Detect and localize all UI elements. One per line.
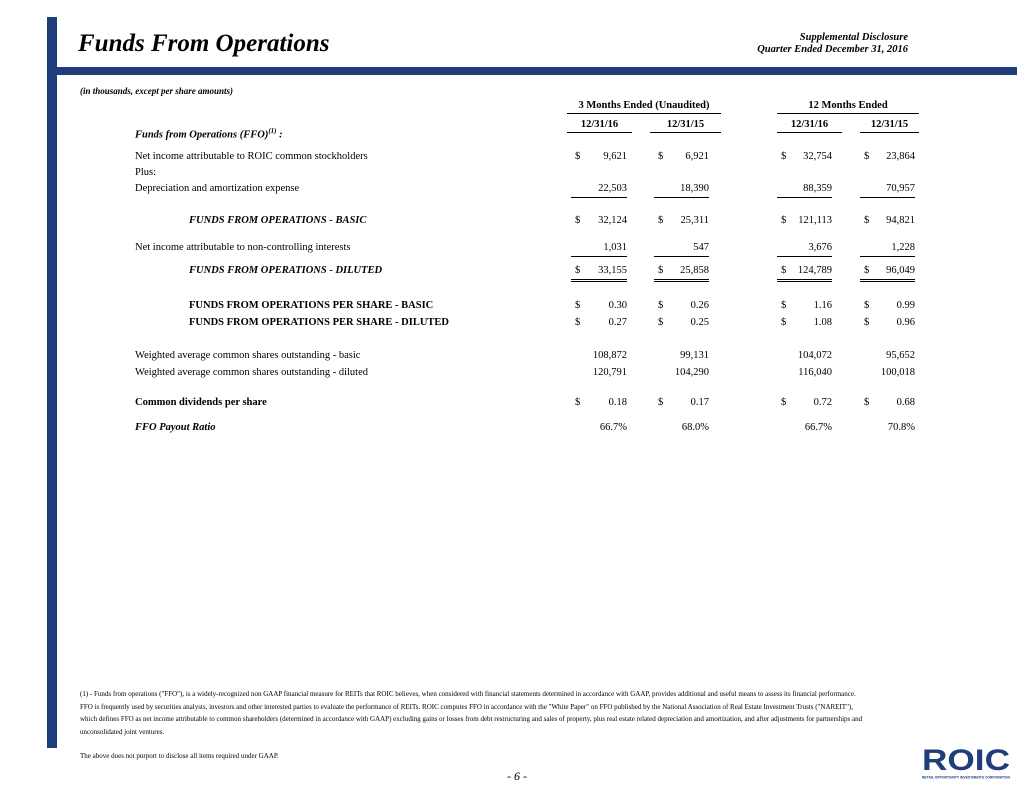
row-label: Weighted average common shares outstanding - diluted: [135, 367, 369, 378]
cell-value: 108,872: [592, 350, 627, 361]
group-header-12-months: 12 Months Ended: [777, 100, 919, 114]
value-cell: [777, 300, 832, 314]
value-cell: [860, 151, 915, 165]
cell-value: 0.30: [608, 300, 627, 311]
row-label: Depreciation and amortization expense: [135, 183, 300, 194]
value-cell: [654, 151, 709, 165]
value-cell: [777, 317, 832, 331]
cell-value: 94,821: [886, 215, 915, 226]
section-suffix: :: [276, 129, 283, 141]
depreciation-row: [0, 183, 1034, 197]
cell-value: 1.16: [813, 300, 832, 311]
value-cell: [860, 242, 915, 257]
currency-symbol: $: [575, 215, 581, 226]
value-cell: [860, 367, 915, 381]
cell-value: 68.0%: [681, 422, 709, 433]
dividends-row: [0, 397, 1034, 411]
currency-symbol: $: [658, 397, 664, 408]
value-cell: [860, 265, 915, 282]
cell-value: 96,049: [886, 265, 915, 276]
cell-value: 18,390: [680, 183, 709, 194]
value-cell: [860, 350, 915, 364]
cell-value: 3,676: [808, 242, 832, 253]
value-cell: [860, 397, 915, 411]
currency-symbol: $: [864, 317, 870, 328]
cell-value: 120,791: [592, 367, 627, 378]
cell-value: 95,652: [886, 350, 915, 361]
footnote-marker: (1): [268, 127, 277, 135]
value-cell: [571, 422, 627, 436]
value-cell: [571, 317, 627, 331]
currency-symbol: $: [658, 300, 664, 311]
cell-value: 25,311: [680, 215, 709, 226]
currency-symbol: $: [575, 317, 581, 328]
value-cell: [777, 215, 832, 229]
cell-value: 116,040: [798, 367, 832, 378]
section-label: Funds from Operations (FFO): [135, 129, 269, 141]
ffo-basic-row: [0, 215, 1034, 229]
cell-value: 0.18: [608, 397, 627, 408]
logo-wordmark: ROIC: [922, 744, 1010, 777]
currency-symbol: $: [864, 397, 870, 408]
cell-value: 1.08: [813, 317, 832, 328]
cell-value: 66.7%: [804, 422, 832, 433]
currency-symbol: $: [864, 215, 870, 226]
cell-value: 100,018: [880, 367, 915, 378]
cell-value: 0.99: [896, 300, 915, 311]
row-label: Net income attributable to ROIC common stockholders: [135, 151, 368, 162]
value-cell: [654, 242, 709, 257]
cell-value: 70,957: [886, 183, 915, 194]
row-label: Plus:: [135, 167, 157, 178]
currency-symbol: $: [864, 151, 870, 162]
currency-symbol: $: [658, 317, 664, 328]
currency-symbol: $: [864, 265, 870, 276]
value-cell: [654, 183, 709, 198]
value-cell: [777, 367, 832, 381]
currency-symbol: $: [781, 300, 787, 311]
logo-tagline: RETAIL OPPORTUNITY INVESTMENTS CORPORATION: [922, 774, 1011, 780]
noncontrolling-row: [0, 242, 1034, 256]
plus-row: [0, 167, 1034, 181]
value-cell: [777, 397, 832, 411]
cell-value: 124,789: [797, 265, 832, 276]
value-cell: [654, 265, 709, 282]
value-cell: [654, 397, 709, 411]
row-label: Common dividends per share: [135, 397, 267, 408]
value-cell: [860, 317, 915, 331]
footnote-text: (1) - Funds from operations ("FFO"), is a widely-recognized non GAAP financial measure for REITs that ROIC believes, when considered with financial statements determined in accordance with GAAP, provides additional and useful means to assess its financial performance. FFO is frequently used by securities analysts, investors and other interested parties to evaluate the performance of REITs. ROIC computes FFO in accordance with the "White Paper" on FFO published by the National Association of Real Estate Investment Trusts ("NAREIT"), which defines FFO as net income attributable to common shareholders (determined in accordance with GAAP) excluding gains or losses from debt restructuring and sales of property, plus real estate related depreciation and amortization, and after adjustments for partnerships and unconsolidated joint ventures.: [80, 690, 863, 736]
value-cell: [571, 215, 627, 229]
currency-symbol: $: [781, 265, 787, 276]
currency-symbol: $: [658, 265, 664, 276]
value-cell: [654, 215, 709, 229]
cell-value: 1,228: [891, 242, 915, 253]
cell-value: 0.17: [690, 397, 709, 408]
value-cell: [777, 422, 832, 436]
cell-value: 23,864: [886, 151, 915, 162]
cell-value: 0.96: [896, 317, 915, 328]
value-cell: [860, 300, 915, 314]
cell-value: 66.7%: [599, 422, 627, 433]
row-label: Net income attributable to non-controlling interests: [135, 242, 351, 253]
cell-value: 32,124: [598, 215, 627, 226]
currency-symbol: $: [658, 215, 664, 226]
supplemental-label: Supplemental Disclosure: [799, 32, 908, 43]
supplemental-disclosure: [757, 32, 908, 56]
value-cell: [654, 367, 709, 381]
currency-symbol: $: [658, 151, 664, 162]
row-label: FUNDS FROM OPERATIONS - DILUTED: [189, 265, 383, 276]
cell-value: 121,113: [798, 215, 832, 226]
weighted-diluted-row: [0, 367, 1034, 381]
value-cell: [571, 350, 627, 364]
value-cell: [654, 422, 709, 436]
cell-value: 99,131: [680, 350, 709, 361]
cell-value: 33,155: [598, 265, 627, 276]
value-cell: [571, 397, 627, 411]
cell-value: 70.8%: [887, 422, 915, 433]
cell-value: 104,072: [797, 350, 832, 361]
currency-symbol: $: [781, 397, 787, 408]
column-header: 12/31/15: [860, 119, 919, 133]
footnote: [80, 688, 870, 763]
value-cell: [860, 215, 915, 229]
cell-value: 88,359: [803, 183, 832, 194]
value-cell: [777, 265, 832, 282]
value-cell: [654, 317, 709, 331]
footnote-disclaimer: The above does not purport to disclose all items required under GAAP.: [80, 752, 279, 760]
column-header: 12/31/16: [777, 119, 842, 133]
value-cell: [777, 350, 832, 364]
value-cell: [777, 242, 832, 257]
weighted-basic-row: [0, 350, 1034, 364]
value-cell: [571, 300, 627, 314]
column-header: 12/31/16: [567, 119, 632, 133]
cell-value: 9,621: [603, 151, 627, 162]
row-label: Weighted average common shares outstanding - basic: [135, 350, 361, 361]
page-number: - 6 -: [507, 769, 527, 783]
cell-value: 547: [693, 242, 709, 253]
cell-value: 0.68: [896, 397, 915, 408]
value-cell: [860, 422, 915, 436]
row-label: FUNDS FROM OPERATIONS - BASIC: [189, 215, 367, 226]
cell-value: 0.72: [813, 397, 832, 408]
cell-value: 6,921: [685, 151, 709, 162]
quarter-label: Quarter Ended December 31, 2016: [757, 44, 908, 55]
value-cell: [571, 265, 627, 282]
ffo-diluted-row: [0, 265, 1034, 279]
cell-value: 0.26: [690, 300, 709, 311]
net-income-row: [0, 151, 1034, 165]
value-cell: [571, 183, 627, 198]
section-heading: [0, 127, 1034, 141]
value-cell: [571, 367, 627, 381]
currency-symbol: $: [575, 151, 581, 162]
value-cell: [860, 183, 915, 198]
currency-symbol: $: [781, 317, 787, 328]
row-label: FFO Payout Ratio: [135, 422, 216, 433]
cell-value: 0.27: [608, 317, 627, 328]
cell-value: 22,503: [598, 183, 627, 194]
currency-symbol: $: [864, 300, 870, 311]
ffo-per-share-basic-row: [0, 300, 1034, 314]
currency-symbol: $: [575, 265, 581, 276]
row-label: FUNDS FROM OPERATIONS PER SHARE - BASIC: [189, 300, 434, 311]
page-title: Funds From Operations: [78, 30, 330, 57]
cell-value: 25,858: [680, 265, 709, 276]
cell-value: 1,031: [603, 242, 627, 253]
value-cell: [777, 151, 832, 165]
payout-ratio-row: [0, 422, 1034, 436]
currency-symbol: $: [575, 300, 581, 311]
roic-logo: [920, 741, 1012, 781]
value-cell: [654, 300, 709, 314]
header-rule: [47, 67, 1017, 75]
currency-symbol: $: [781, 215, 787, 226]
row-label: FUNDS FROM OPERATIONS PER SHARE - DILUTED: [189, 317, 449, 328]
currency-symbol: $: [781, 151, 787, 162]
units-note: (in thousands, except per share amounts): [80, 86, 234, 96]
value-cell: [777, 183, 832, 198]
cell-value: 32,754: [803, 151, 832, 162]
ffo-per-share-diluted-row: [0, 317, 1034, 331]
value-cell: [654, 350, 709, 364]
group-header-3-months: 3 Months Ended (Unaudited): [567, 100, 721, 114]
currency-symbol: $: [575, 397, 581, 408]
cell-value: 0.25: [690, 317, 709, 328]
value-cell: [571, 151, 627, 165]
cell-value: 104,290: [674, 367, 709, 378]
column-header: 12/31/15: [650, 119, 721, 133]
value-cell: [571, 242, 627, 257]
